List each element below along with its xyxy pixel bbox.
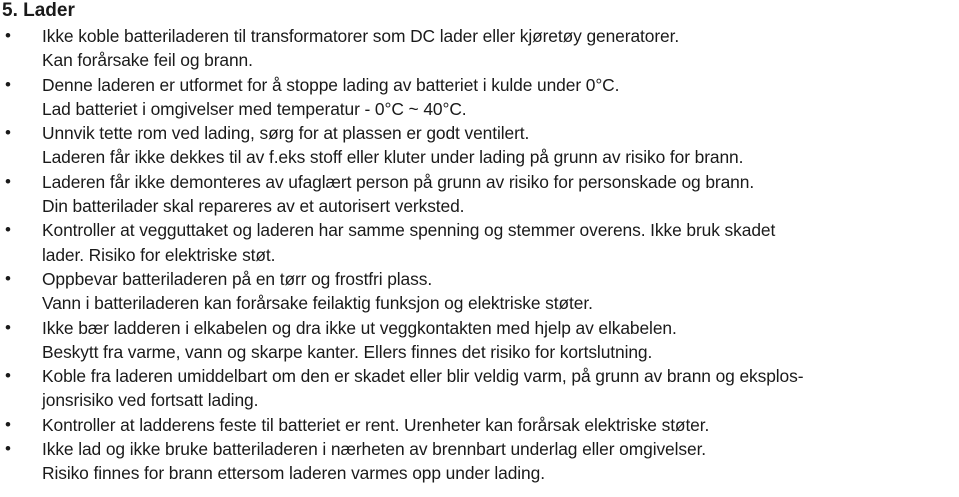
bullet-icon: •	[5, 317, 11, 337]
list-item-text: Koble fra laderen umiddelbart om den er skadet eller blir veldig varm, på grunn av brann og eksplos-	[42, 366, 804, 387]
list-item	[0, 24, 959, 73]
list-item	[0, 121, 959, 170]
list-item-text: Ikke bær ladderen i elkabelen og dra ikke ut veggkontakten med hjelp av elkabelen.	[42, 317, 677, 338]
list-item	[0, 364, 959, 413]
list-item-text: jonsrisiko ved fortsatt lading.	[42, 390, 259, 411]
bullet-icon: •	[5, 414, 11, 434]
safety-instructions-list	[0, 24, 959, 486]
list-item	[0, 73, 959, 122]
list-item-text: Risiko finnes for brann ettersom laderen varmes opp under lading.	[42, 463, 545, 484]
bullet-icon: •	[5, 26, 11, 45]
list-item-text: Kontroller at vegguttaket og laderen har samme spenning og stemmer overens. Ikke bruk skadet	[42, 220, 776, 241]
bullet-icon: •	[5, 123, 11, 143]
list-item	[0, 170, 959, 219]
bullet-icon: •	[5, 439, 11, 459]
list-item	[0, 413, 959, 437]
bullet-icon: •	[5, 171, 11, 191]
list-item-text: Ikke lad og ikke bruke batteriladeren i nærheten av brennbart underlag eller omgivelser.	[42, 439, 707, 460]
list-item-text: Vann i batteriladeren kan forårsake feilaktig funksjon og elektriske støter.	[42, 293, 593, 314]
list-item-text: Unnvik tette rom ved lading, sørg for at plassen er godt ventilert.	[42, 123, 530, 144]
list-item-text: Lad batteriet i omgivelser med temperatur - 0°C ~ 40°C.	[42, 98, 467, 119]
list-item-text: Denne laderen er utformet for å stoppe lading av batteriet i kulde under 0°C.	[42, 74, 620, 95]
bullet-icon: •	[5, 366, 11, 386]
list-item-text: Laderen får ikke demonteres av ufaglært person på grunn av risiko for personskade og brann.	[42, 171, 755, 192]
list-item	[0, 218, 959, 267]
list-item-text: Beskytt fra varme, vann og skarpe kanter. Ellers finnes det risiko for kortslutning.	[42, 341, 653, 362]
bullet-icon: •	[5, 220, 11, 240]
list-item-text: Laderen får ikke dekkes til av f.eks stoff eller kluter under lading på grunn av risiko for brann.	[42, 147, 744, 168]
section-heading: 5. Lader	[2, 0, 75, 21]
list-item-text: Kontroller at ladderens feste til batteriet er rent. Urenheter kan forårsak elektriske støter.	[42, 414, 710, 435]
bullet-icon: •	[5, 74, 11, 94]
bullet-icon: •	[5, 268, 11, 288]
list-item-text: Din batterilader skal repareres av et autorisert verksted.	[42, 196, 465, 217]
list-item-text: lader. Risiko for elektriske støt.	[42, 244, 276, 265]
list-item-text: Ikke koble batteriladeren til transformatorer som DC lader eller kjøretøy generatorer.	[42, 26, 680, 46]
list-item-text: Kan forårsake feil og brann.	[42, 50, 253, 71]
list-item	[0, 316, 959, 365]
list-item-text: Oppbevar batteriladeren på en tørr og frostfri plass.	[42, 268, 433, 289]
list-item	[0, 267, 959, 316]
list-item	[0, 437, 959, 486]
